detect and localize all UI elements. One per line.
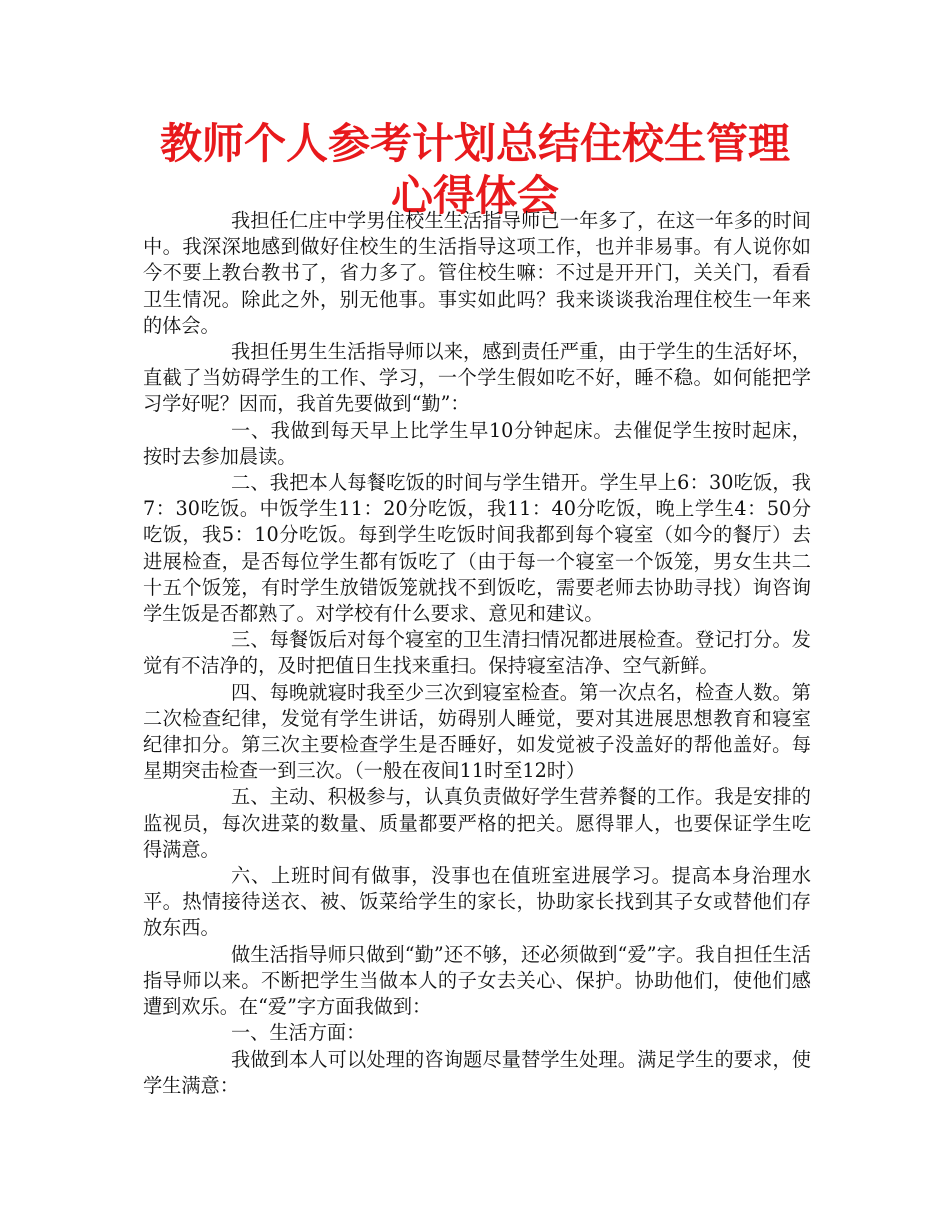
paragraph: 二、我把本人每餐吃饭的时间与学生错开。学生早上6：30吃饭，我7：30吃饭。中饭学生11：20分吃饭，我11：40分吃饭，晚上学生4：50分吃饭，我5：10分吃饭。每到学生吃饭时间我都到每个寝室（如今的餐厅）去进展检查，是否每位学生都有饭吃了（由于每一个寝室一个饭笼，男女生共二十五个饭笼，有时学生放错饭笼就找不到饭吃，需要老师去协助寻找）询咨询学生饭是否都熟了。对学校有什么要求、意见和建议。 [143,471,811,626]
document-title: 教师个人参考计划总结住校生管理心得体会 [159,119,790,220]
paragraph: 我做到本人可以处理的咨询题尽量替学生处理。满足学生的要求，使学生满意： [143,1047,811,1097]
paragraph: 一、我做到每天早上比学生早10分钟起床。去催促学生按时起床，按时去参加晨读。 [143,418,811,468]
paragraph: 六、上班时间有做事，没事也在值班室进展学习。提高本身治理水平。热情接待送衣、被、饭菜给学生的家长，协助家长找到其子女或替他们存放东西。 [143,864,811,940]
paragraph: 一、生活方面： [231,1021,366,1045]
paragraph: 三、每餐饭后对每个寝室的卫生清扫情况都进展检查。登记打分。发觉有不洁净的，及时把值日生找来重扫。保持寝室洁净、空气新鲜。 [143,628,811,678]
paragraph: 四、每晚就寝时我至少三次到寝室检查。第一次点名，检查人数。第二次检查纪律，发觉有学生讲话，妨碍别人睡觉，要对其进展思想教育和寝室纪律扣分。第三次主要检查学生是否睡好，如发觉被子没盖好的帮他盖好。每星期突击检查一到三次。（一般在夜间11时至12时） [143,680,811,783]
paragraph: 五、主动、积极参与，认真负责做好学生营养餐的工作。我是安排的监视员，每次进菜的数量、质量都要严格的把关。愿得罪人，也要保证学生吃得满意。 [143,785,811,861]
document-body [143,208,811,1099]
paragraph: 做生活指导师只做到“勤”还不够，还必须做到“爱”字。我自担任生活指导师以来。不断把学生当做本人的子女去关心、保护。协助他们，使他们感遭到欢乐。在“爱”字方面我做到： [143,942,811,1019]
paragraph: 我担任仁庄中学男住校生生活指导师已一年多了，在这一年多的时间中。我深深地感到做好住校生的生活指导这项工作，也并非易事。有人说你如今不要上教台教书了，省力多了。管住校生嘛：不过是开开门，关关门，看看卫生情况。除此之外，别无他事。事实如此吗？我来谈谈我治理住校生一年来的体会。 [143,209,811,337]
paragraph: 我担任男生生活指导师以来，感到责任严重，由于学生的生活好坏，直截了当妨碍学生的工作、学习，一个学生假如吃不好，睡不稳。如何能把学习学好呢？因而，我首先要做到“勤”： [143,340,811,416]
